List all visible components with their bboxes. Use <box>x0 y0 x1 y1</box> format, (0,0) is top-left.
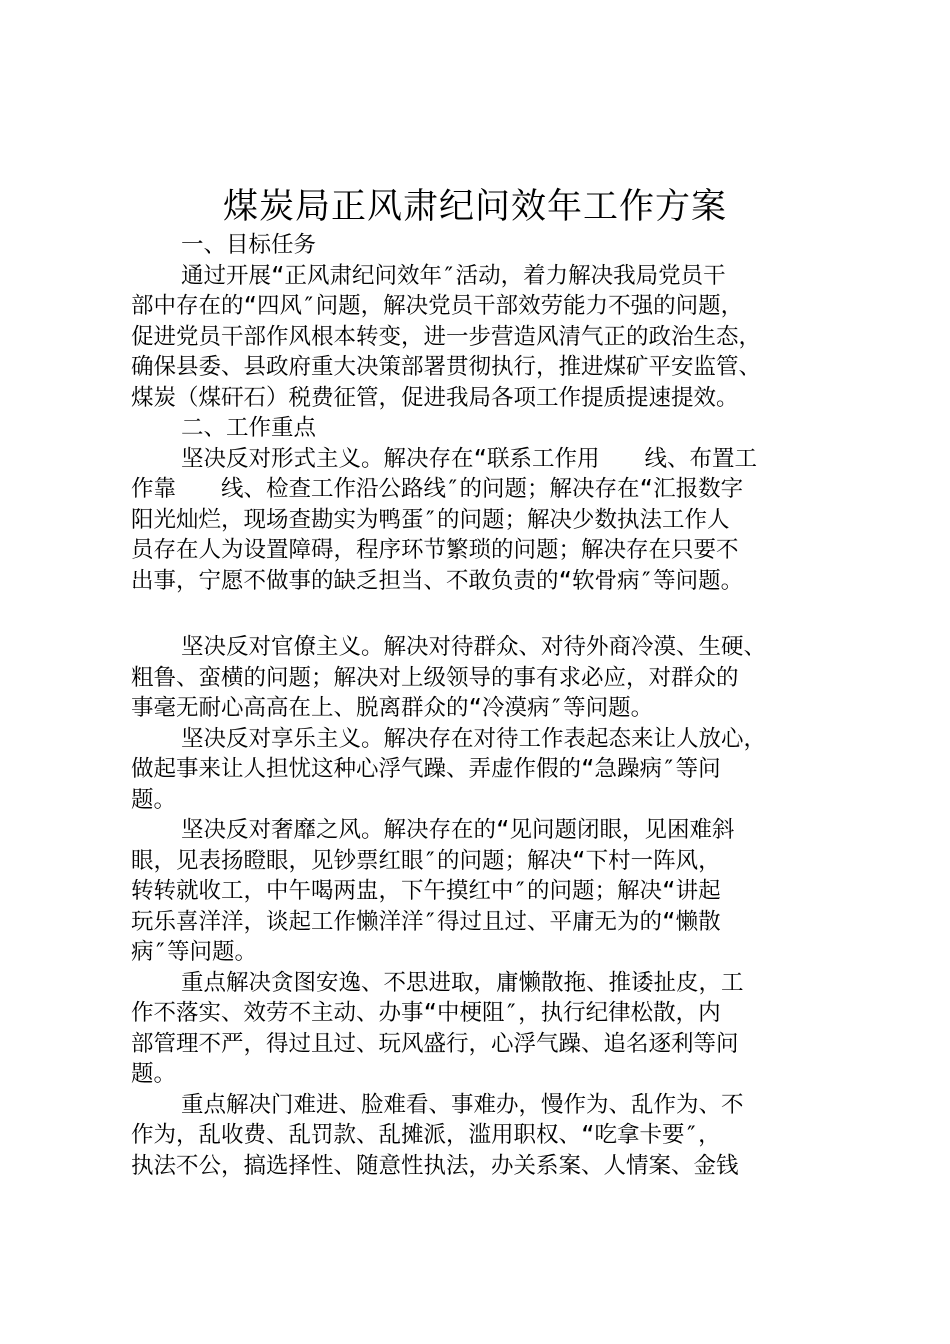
paragraph-key-issues-2 <box>131 1090 831 1182</box>
paragraph-gap <box>131 596 831 632</box>
paragraph-line: 玩乐喜洋洋，谈起工作懒洋洋″得过且过、平庸无为的“懒散 <box>131 908 721 935</box>
paragraph-line: 坚决反对官僚主义。解决对待群众、对待外商冷漠、生硬、 <box>181 634 767 660</box>
paragraph-extravagance <box>131 815 831 968</box>
paragraph-line: 阳光灿烂，现场查勘实为鸭蛋″的问题；解决少数执法工作人 <box>131 506 730 533</box>
section-heading <box>131 413 831 444</box>
paragraph-formalism <box>131 444 831 597</box>
paragraph-line: 坚决反对享乐主义。解决存在对待工作表起态来让人放心， <box>181 725 767 752</box>
paragraph-line: 部中存在的“四风″问题，解决党员干部效劳能力不强的问题， <box>131 293 744 319</box>
paragraph-line: 煤炭（煤矸石）税费征管，促进我局各项工作提质提速提效。 <box>131 384 739 411</box>
paragraph-line: 做起事来让人担忧这种心浮气躁、弄虚作假的“急躁病″等问 <box>131 756 721 782</box>
paragraph-line: 通过开展“正风肃纪问效年″活动，着力解决我局党员干 <box>181 262 726 289</box>
document-body <box>131 230 831 1181</box>
paragraph-line: 确保县委、县政府重大决策部署贯彻执行，推进煤矿平安监管、 <box>131 354 762 380</box>
paragraph-line: 题。 <box>131 1061 177 1087</box>
paragraph-line: 作不落实、效劳不主动、办事“中梗阻″，执行纪律松散，内 <box>131 1000 721 1026</box>
paragraph-line: 重点解决门难进、脸难看、事难办，慢作为、乱作为、不 <box>181 1091 744 1118</box>
paragraph-hedonism <box>131 724 831 816</box>
paragraph-objective <box>131 261 831 414</box>
paragraph-line: 出事，宁愿不做事的缺乏担当、不敢负责的“软骨病″等问题。 <box>131 567 744 594</box>
paragraph-line: 促进党员干部作风根本转变，进一步营造风清气正的政治生态， <box>131 323 762 350</box>
paragraph-line: 粗鲁、蛮横的问题；解决对上级领导的事有求必应，对群众的 <box>131 664 739 691</box>
section-heading <box>131 230 831 261</box>
paragraph-line: 员存在人为设置障碍，程序环节繁琐的问题；解决存在只要不 <box>131 537 739 563</box>
paragraph-bureaucratism <box>131 632 831 724</box>
paragraph-line: 部管理不严，得过且过、玩风盛行，心浮气躁、追名逐利等问 <box>131 1030 739 1057</box>
paragraph-line: 病″等问题。 <box>131 939 258 965</box>
paragraph-line: 执法不公，搞选择性、随意性执法，办关系案、人情案、金钱 <box>131 1152 739 1179</box>
paragraph-line: 作靠 线、检查工作沿公路线″的问题；解决存在“汇报数字 <box>131 476 744 502</box>
section-heading-text: 一、目标任务 <box>181 232 317 258</box>
paragraph-line: 题。 <box>131 786 177 813</box>
paragraph-line: 眼，见表扬瞪眼，见钞票红眼″的问题；解决“下村一阵风， <box>131 847 721 874</box>
paragraph-line: 坚决反对形式主义。解决存在“联系工作用 线、布置工 <box>181 445 758 472</box>
section-heading-text: 二、工作重点 <box>181 415 317 441</box>
paragraph-line: 作为，乱收费、乱罚款、乱摊派，滥用职权、“吃拿卡要″， <box>131 1122 721 1148</box>
paragraph-line: 坚决反对奢靡之风。解决存在的“见问题闭眼，见困难斜 <box>181 817 735 843</box>
paragraph-line: 事毫无耐心高高在上、脱离群众的“冷漠病″等问题。 <box>131 695 654 721</box>
paragraph-line: 重点解决贪图安逸、不思进取，庸懒散拖、推诿扯皮，工 <box>181 969 744 996</box>
paragraph-key-issues-1 <box>131 968 831 1090</box>
document-title: 煤炭局正风肃纪问效年工作方案 <box>222 187 727 227</box>
paragraph-line: 转转就收工，中午喝两盅，下午摸红中″的问题；解决“讲起 <box>131 878 721 904</box>
